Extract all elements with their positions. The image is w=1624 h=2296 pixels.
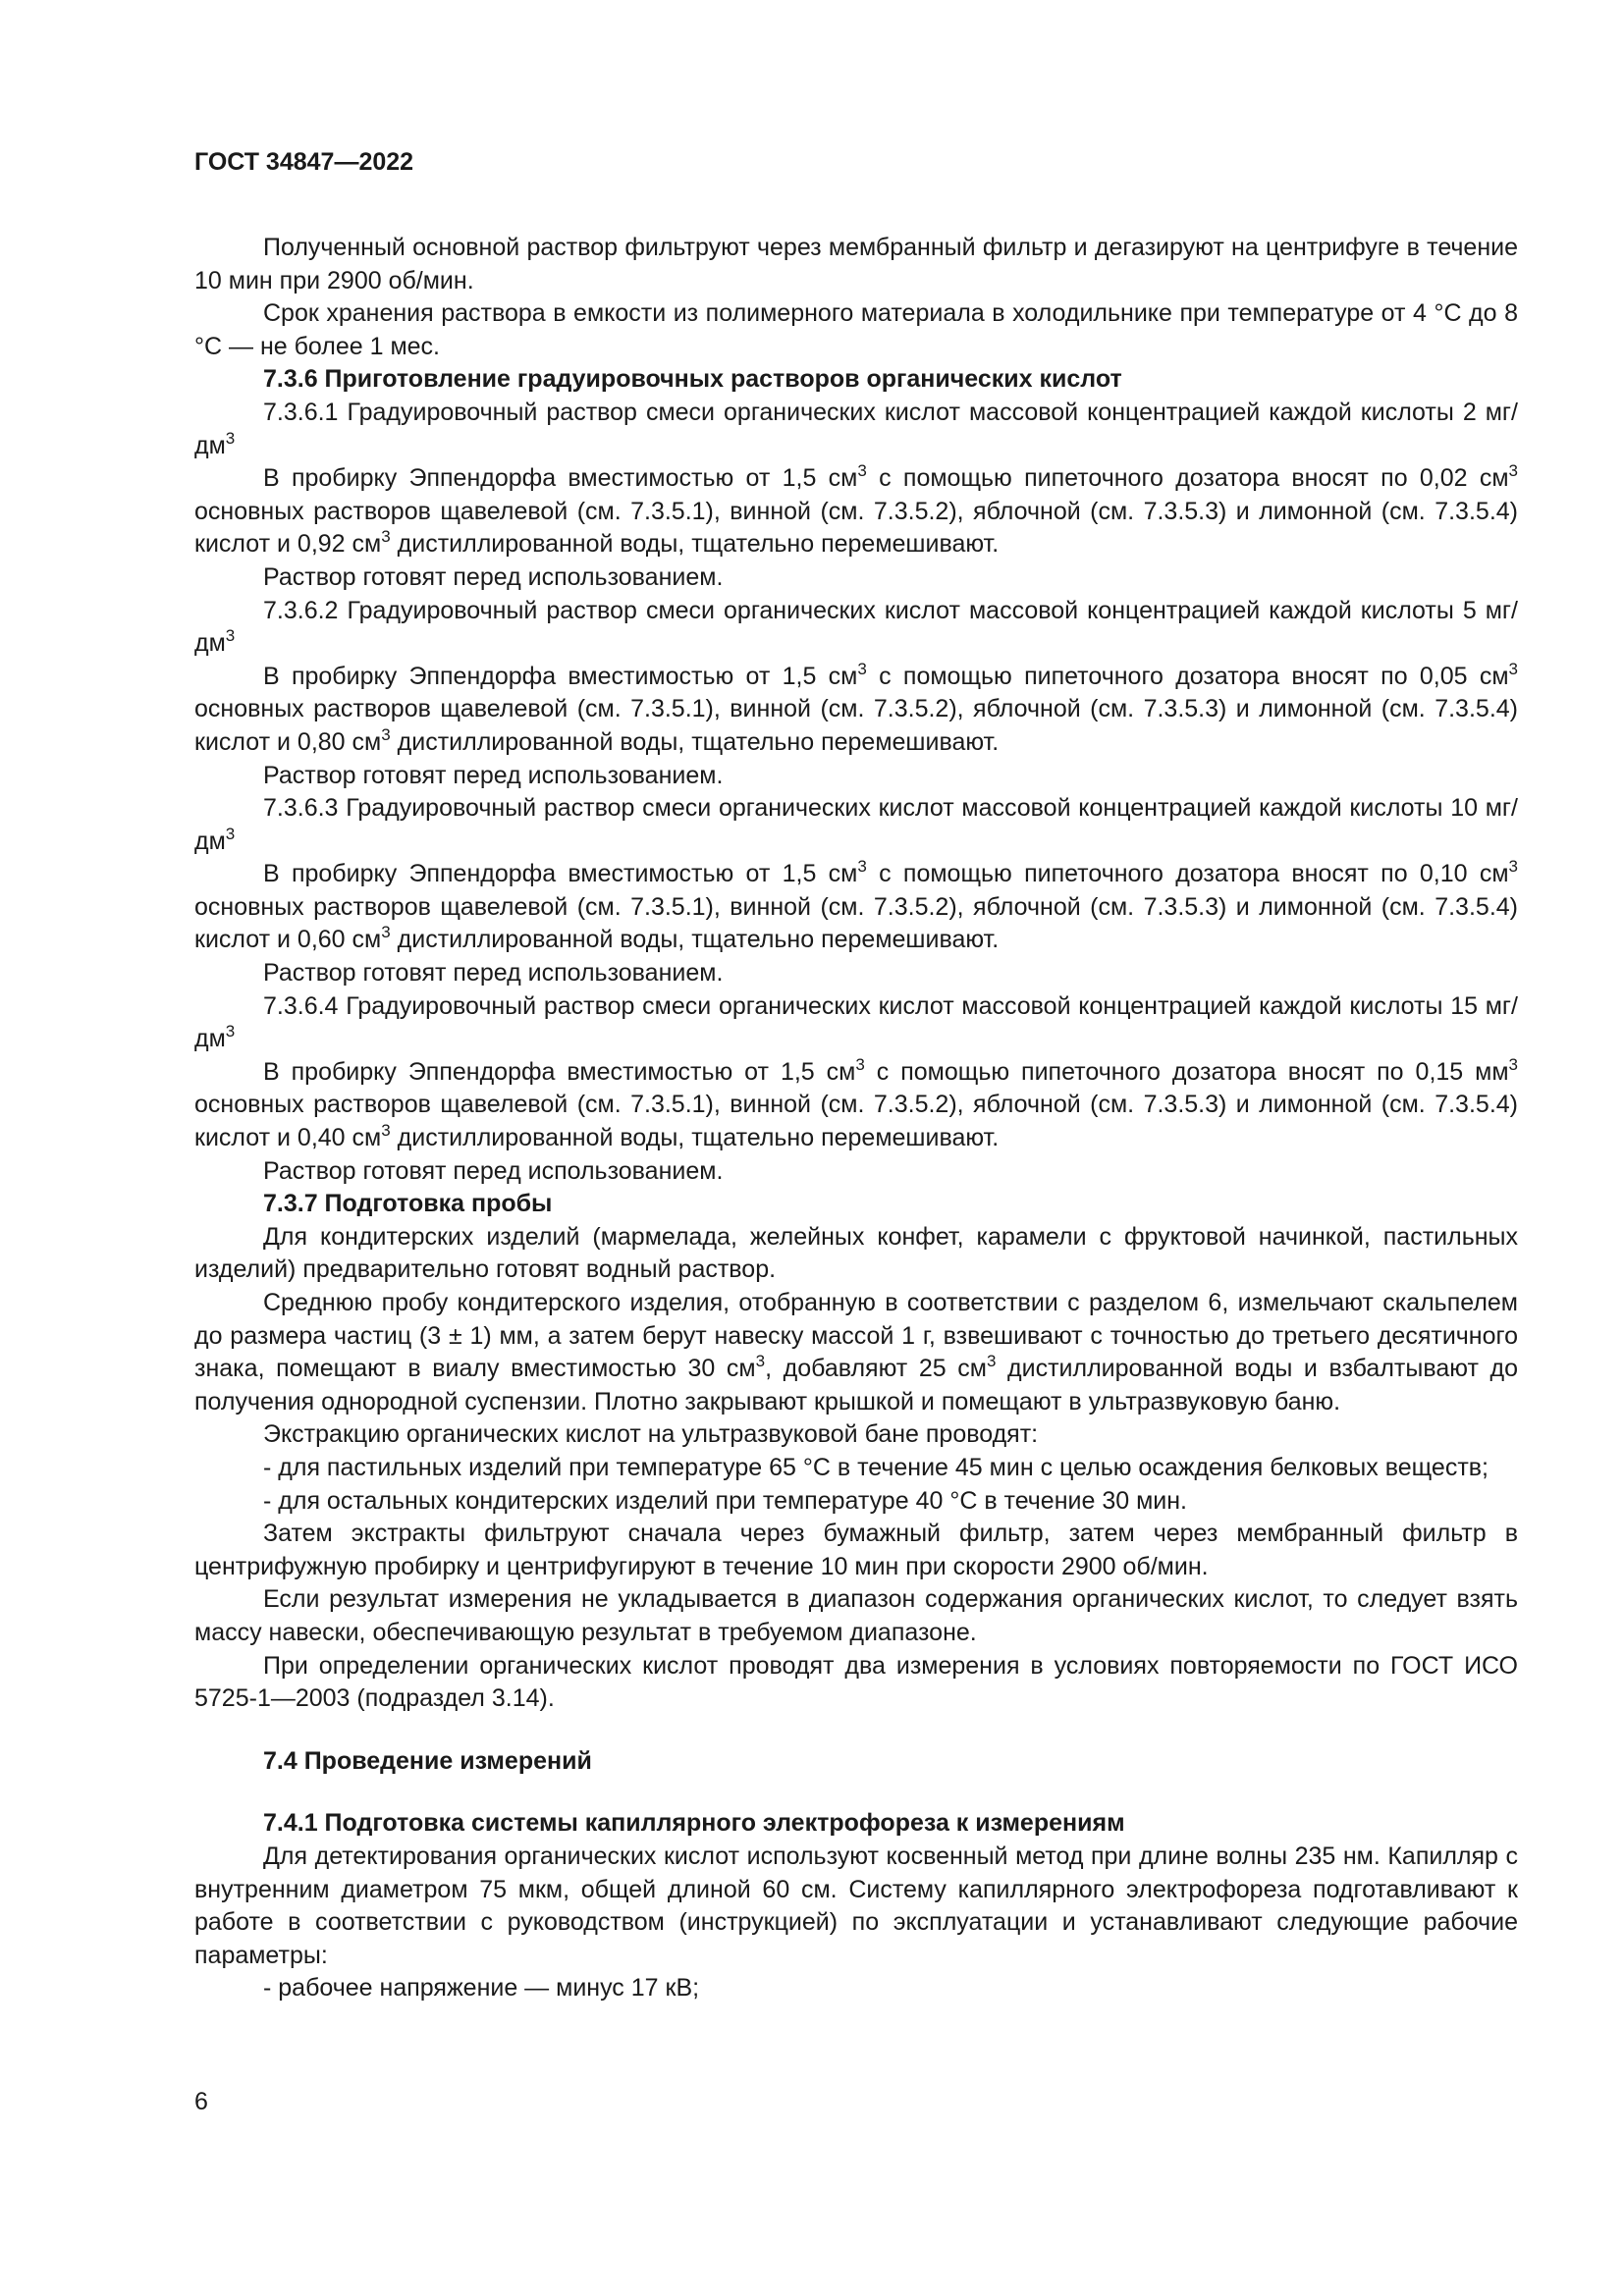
paragraph-water-solution: Для кондитерских изделий (мармелада, желейных конфет, карамели с фруктовой начинкой, пастильных изделий) предварительно готовят водный раствор. bbox=[194, 1222, 1518, 1284]
subsection-note-7-3-6-1: Раствор готовят перед использованием. bbox=[263, 562, 724, 591]
paragraph-filtration: Полученный основной раствор фильтруют через мембранный фильтр и дегазируют на центрифуге в течение 10 мин при 2900 об/мин. bbox=[194, 234, 1518, 294]
document-number-header: ГОСТ 34847—2022 bbox=[194, 148, 414, 176]
list-item: - для остальных кондитерских изделий при температуре 40 °С в течение 30 мин. bbox=[263, 1486, 1187, 1515]
heading-7-3-7: 7.3.7 Подготовка пробы bbox=[263, 1190, 553, 1218]
subsection-body-7-3-6-4: В пробирку Эппендорфа вместимостью от 1,5 $см^3$ с помощью пипеточного дозатора вносят по 0,15 $мм^3$ основных растворов щавелевой (см. 7.3.5.1), винной (см. 7.3.5.2), яблочной (см. 7.3.5.3) и лимонной (см. 7.3.5.4) кислот и 0,40 $см^3$ дистиллированной воды, тщательно перемешивают. bbox=[194, 1054, 1518, 1152]
heading-7-4: 7.4 Проведение измерений bbox=[263, 1746, 592, 1775]
extraction-list bbox=[194, 1452, 1518, 1518]
heading-7-3-6: 7.3.6 Приготовление градуировочных растворов органических кислот bbox=[263, 365, 1122, 394]
document-page bbox=[194, 145, 1518, 2005]
paragraph-range-note: Если результат измерения не укладывается в диапазон содержания органических кислот, то следует взять массу навески, обеспечивающую результат в требуемом диапазоне. bbox=[194, 1585, 1518, 1646]
subsection-body-7-3-6-3: В пробирку Эппендорфа вместимостью от 1,5 $см^3$ с помощью пипеточного дозатора вносят по 0,10 $см^3$ основных растворов щавелевой (см. 7.3.5.1), винной (см. 7.3.5.2), яблочной (см. 7.3.5.3) и лимонной (см. 7.3.5.4) кислот и 0,60 $см^3$ дистиллированной воды, тщательно перемешивают. bbox=[194, 857, 1518, 954]
paragraph-extraction-intro: Экстракцию органических кислот на ультразвуковой бане проводят: bbox=[263, 1420, 1039, 1449]
paragraph-sample-prep: Среднюю пробу кондитерского изделия, отобранную в соответствии с разделом 6, измельчают скальпелем до размера частиц (3 ± 1) мм, а затем берут навеску массой 1 г, взвешивают с точностью до третьего десятичного знака, помещают в виалу вместимостью 30 $см^3$, добавляют 25 $см^3$ дистиллированной воды и взбалтывают до получения однородной суспензии. Плотно закрывают крышкой и помещают в ультразвуковую баню. bbox=[194, 1289, 1518, 1415]
subsection-body-7-3-6-1: В пробирку Эппендорфа вместимостью от 1,5 $см^3$ с помощью пипеточного дозатора вносят по 0,02 $см^3$ основных растворов щавелевой (см. 7.3.5.1), винной (см. 7.3.5.2), яблочной (см. 7.3.5.3) и лимонной (см. 7.3.5.4) кислот и 0,92 $см^3$ дистиллированной воды, тщательно перемешивают. bbox=[194, 461, 1518, 559]
page-number: 6 bbox=[194, 2088, 208, 2115]
subsection-note-7-3-6-2: Раствор готовят перед использованием. bbox=[263, 761, 724, 789]
paragraph-repeatability: При определении органических кислот проводят два измерения в условиях повторяемости по ГОСТ ИСО 5725-1—2003 (подраздел 3.14). bbox=[194, 1651, 1518, 1713]
subsection-note-7-3-6-3: Раствор готовят перед использованием. bbox=[263, 959, 724, 988]
paragraph-storage: Срок хранения раствора в емкости из полимерного материала в холодильнике при температуре от 4 °С до 8 °С — не более 1 мес. bbox=[194, 299, 1518, 360]
subsection-body-7-3-6-2: В пробирку Эппендорфа вместимостью от 1,5 $см^3$ с помощью пипеточного дозатора вносят по 0,05 $см^3$ основных растворов щавелевой (см. 7.3.5.1), винной (см. 7.3.5.2), яблочной (см. 7.3.5.3) и лимонной (см. 7.3.5.4) кислот и 0,80 $см^3$ дистиллированной воды, тщательно перемешивают. bbox=[194, 659, 1518, 756]
subsection-note-7-3-6-4: Раствор готовят перед использованием. bbox=[263, 1156, 724, 1185]
subsection-heading-7-3-6-1: 7.3.6.1 Градуировочный раствор смеси органических кислот массовой концентрацией каждой кислоты 2 $мг/дм^3$ bbox=[194, 398, 1518, 459]
list-item: - рабочее напряжение — минус 17 кВ; bbox=[263, 1974, 700, 2002]
paragraph-filter-centrifuge: Затем экстракты фильтруют сначала через бумажный фильтр, затем через мембранный фильтр в центрифужную пробирку и центрифугируют в течение 10 мин при скорости 2900 об/мин. bbox=[194, 1520, 1518, 1580]
subsection-heading-7-3-6-4: 7.3.6.4 Градуировочный раствор смеси органических кислот массовой концентрацией каждой кислоты 15 $мг/дм^3$ bbox=[194, 991, 1518, 1053]
subsection-heading-7-3-6-2: 7.3.6.2 Градуировочный раствор смеси органических кислот массовой концентрацией каждой кислоты 5 $мг/дм^3$ bbox=[194, 596, 1518, 658]
heading-7-4-1: 7.4.1 Подготовка системы капиллярного электрофореза к измерениям bbox=[263, 1809, 1125, 1838]
paragraph-detection-setup: Для детектирования органических кислот используют косвенный метод при длине волны 235 нм. Капилляр с внутренним диаметром 75 мкм, общей длиной 60 см. Систему капиллярного электрофореза подготавливают к работе в соответствии с руководством (инструкцией) по эксплуатации и устанавливают следующие рабочие параметры: bbox=[194, 1842, 1518, 1969]
parameters-list bbox=[194, 1972, 1518, 2005]
list-item: - для пастильных изделий при температуре 65 °С в течение 45 мин с целью осаждения белковых веществ; bbox=[263, 1453, 1489, 1481]
subsection-heading-7-3-6-3: 7.3.6.3 Градуировочный раствор смеси органических кислот массовой концентрацией каждой кислоты 10 $мг/дм^3$ bbox=[194, 794, 1518, 855]
